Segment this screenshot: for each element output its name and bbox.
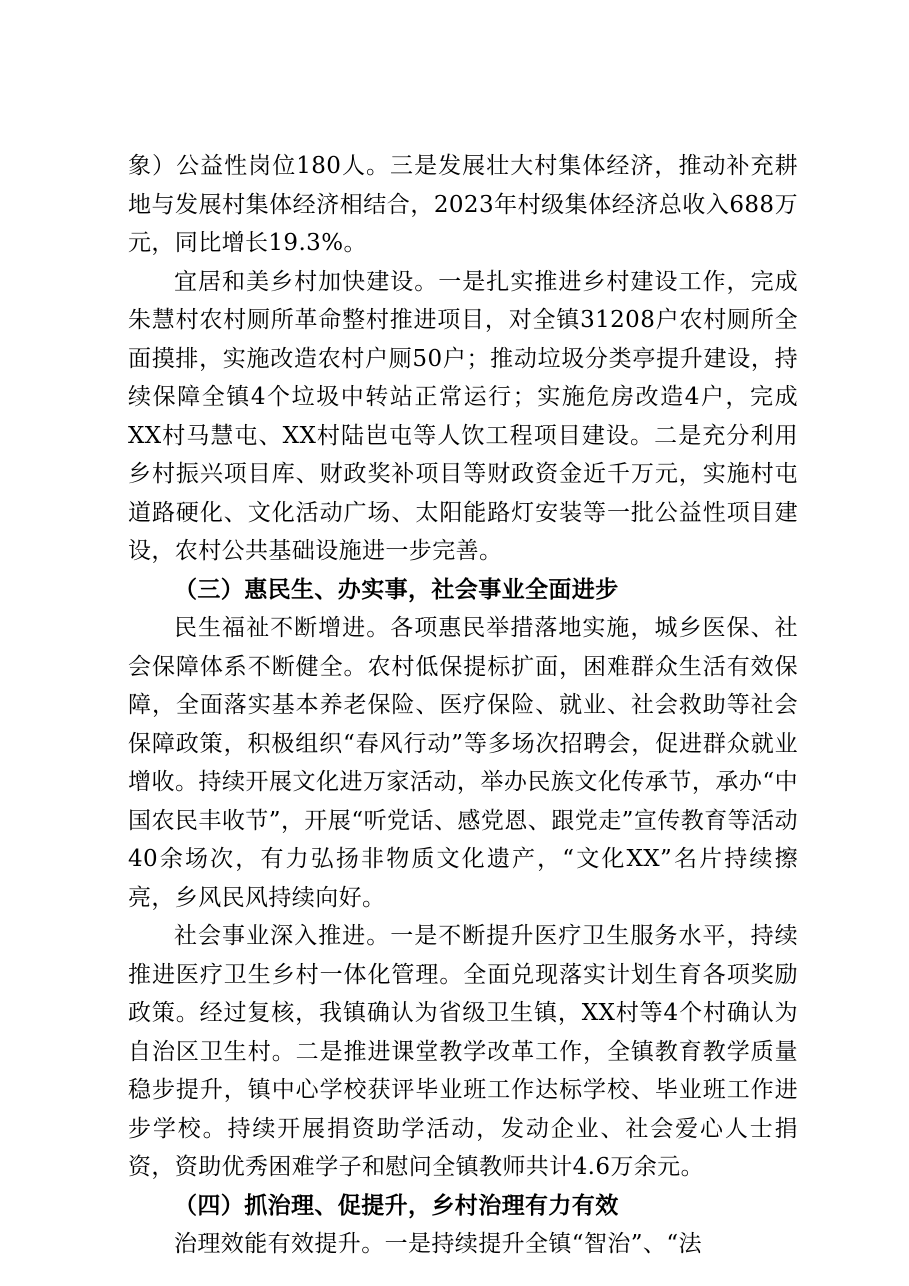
- paragraph-livable-villages: 宜居和美乡村加快建设。一是扎实推进乡村建设工作，完成朱慧村农村厕所革命整村推进项目，对全镇31208户农村厕所全面摸排，实施改造农村户厕50户；推动垃圾分类亭提升建设，持续保障全镇4个垃圾中转站正常运行；实施危房改造4户，完成XX村马慧屯、XX村陆岜屯等人饮工程项目建设。二是充分利用乡村振兴项目库、财政奖补项目等财政资金近千万元，实施村屯道路硬化、文化活动广场、太阳能路灯安装等一批公益性项目建设，农村公共基础设施进一步完善。: [128, 268, 798, 564]
- document-page: [128, 147, 798, 1264]
- paragraph-livelihood: 民生福祉不断增进。各项惠民举措落地实施，城乡医保、社会保障体系不断健全。农村低保提标扩面，困难群众生活有效保障，全面落实基本养老保险、医疗保险、就业、社会救助等社会保障政策，积极组织“春风行动”等多场次招聘会，促进群众就业增收。持续开展文化进万家活动，举办民族文化传承节，承办“中国农民丰收节”，开展“听党话、感党恩、跟党走”宣传教育等活动40余场次，有力弘扬非物质文化遗产，“文化XX”名片持续擦亮，乡风民风持续向好。: [128, 615, 798, 911]
- section-heading-3: （三）惠民生、办实事，社会事业全面进步: [174, 575, 619, 603]
- section-heading-4: （四）抓治理、促提升，乡村治理有力有效: [174, 1191, 619, 1219]
- paragraph-collective-economy: 象）公益性岗位180人。三是发展壮大村集体经济，推动补充耕地与发展村集体经济相结合，2023年村级集体经济总收入688万元，同比增长19.3%。: [128, 153, 798, 256]
- paragraph-governance: 治理效能有效提升。一是持续提升全镇“智治”、“法: [174, 1231, 702, 1257]
- paragraph-social-undertakings: 社会事业深入推进。一是不断提升医疗卫生服务水平，持续推进医疗卫生乡村一体化管理。全面兑现落实计划生育各项奖励政策。经过复核，我镇确认为省级卫生镇，XX村等4个村确认为自治区卫生村。二是推进课堂教学改革工作，全镇教育教学质量稳步提升，镇中心学校获评毕业班工作达标学校、毕业班工作进步学校。持续开展捐资助学活动，发动企业、社会爱心人士捐资，资助优秀困难学子和慰问全镇教师共计4.6万余元。: [128, 923, 798, 1180]
